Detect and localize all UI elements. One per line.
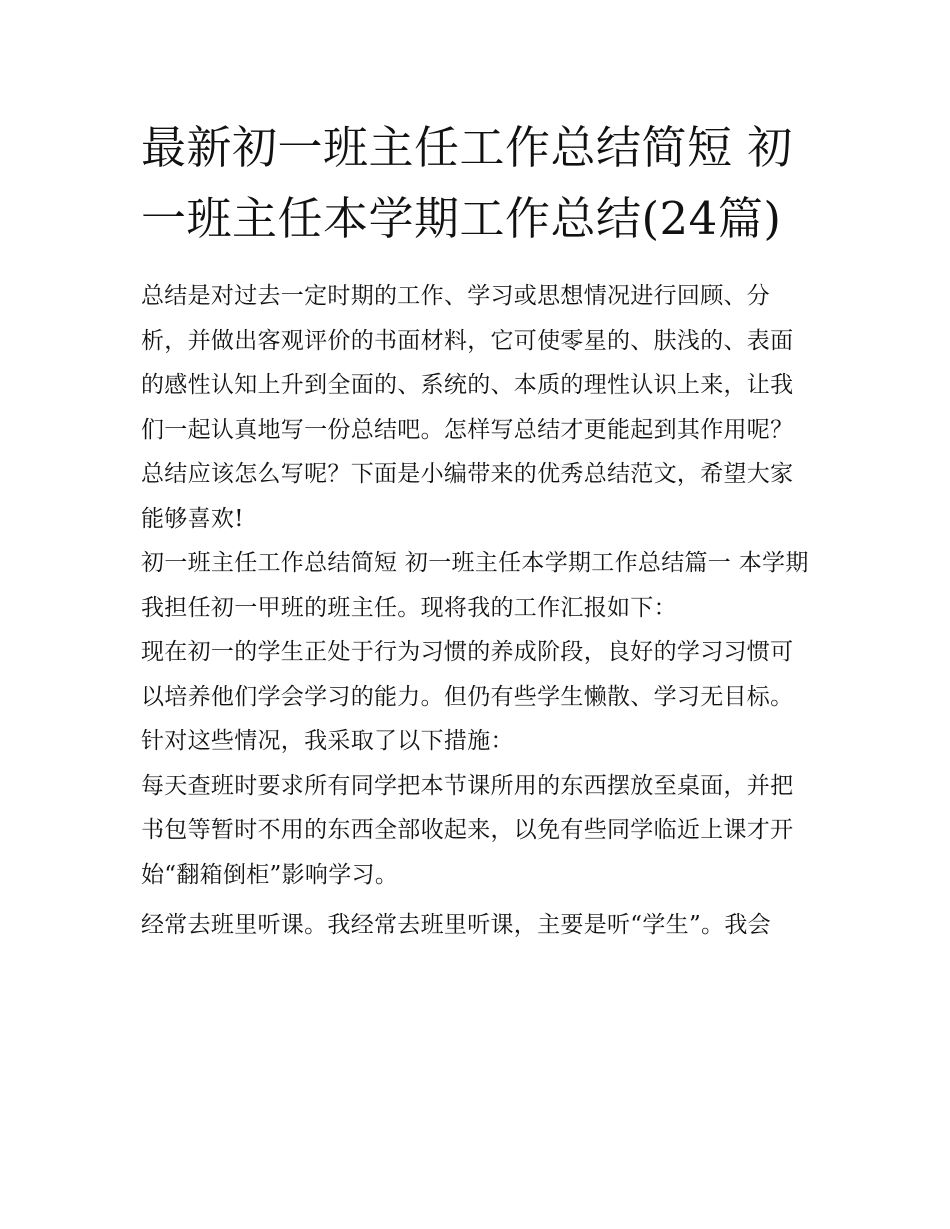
paragraph-listening: 经常去班里听课。我经常去班里听课，主要是听“学生”。我会 <box>141 912 771 938</box>
document-body <box>141 274 816 948</box>
paragraph-habits: 现在初一的学生正处于行为习惯的养成阶段，良好的学习习惯可以培养他们学会学习的能力。但仍有些学生懒散、学习无目标。针对这些情况，我采取了以下措施： <box>141 639 794 754</box>
document-page <box>141 112 816 948</box>
document-title: 最新初一班主任工作总结简短 初一班主任本学期工作总结(24篇) <box>141 121 793 245</box>
paragraph-section-one: 初一班主任工作总结简短 初一班主任本学期工作总结篇一 本学期我担任初一甲班的班主任。现将我的工作汇报如下： <box>141 550 809 621</box>
paragraph-measures: 每天查班时要求所有同学把本节课所用的东西摆放至桌面，并把书包等暂时不用的东西全部收起来，以免有些同学临近上课才开始“翻箱倒柜”影响学习。 <box>141 772 794 888</box>
paragraph-intro: 总结是对过去一定时期的工作、学习或思想情况进行回顾、分析，并做出客观评价的书面材料，它可使零星的、肤浅的、表面的感性认知上升到全面的、系统的、本质的理性认识上来，让我们一起认真地写一份总结吧。怎样写总结才更能起到其作用呢？总结应该怎么写呢？下面是小编带来的优秀总结范文，希望大家能够喜欢! <box>141 283 794 532</box>
